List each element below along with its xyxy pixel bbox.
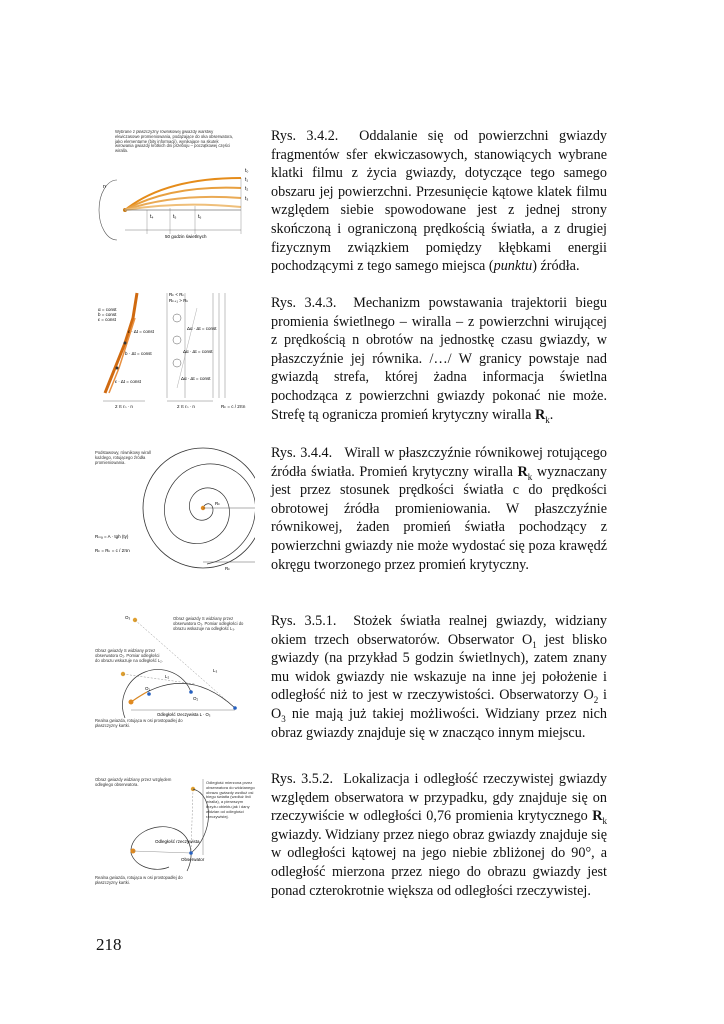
figure-3-4-3 bbox=[95, 288, 255, 410]
caption-label: Rys. 3.5.2. bbox=[271, 771, 334, 787]
caption-sub-3: 3 bbox=[281, 713, 286, 724]
epsilon-label: ε = const bbox=[98, 317, 116, 322]
l3-label: L₃ bbox=[213, 668, 218, 673]
caption-label: Rys. 3.5.1. bbox=[271, 613, 337, 629]
rk-rn-label: Rₖ < Rₙ bbox=[169, 292, 185, 297]
eps-dt-label-2: ε · Δt = const bbox=[115, 379, 141, 384]
t4-label: t₄ bbox=[150, 214, 154, 220]
caption-3-4-4 bbox=[271, 444, 607, 574]
caption-bold: R bbox=[534, 406, 546, 423]
wirall-mechanism-diagram bbox=[95, 288, 255, 410]
bottom-right-label: Rₖ = c / 2πn bbox=[221, 404, 246, 409]
star-localization-diagram bbox=[95, 775, 255, 897]
rk-outer-label: Rₖ bbox=[225, 566, 231, 571]
figure-3-4-4 bbox=[95, 446, 255, 578]
distance-label: 50 godzin świetlnych bbox=[165, 234, 207, 239]
note-top: Obraz gwiazdy S widziany przez obserwatora O₃. Pomiar odległości do obrazu wskazuje na odległość L₃. bbox=[173, 616, 244, 631]
figure-3-5-1 bbox=[95, 612, 255, 740]
caption-sub: k bbox=[602, 816, 607, 827]
eps-dt-label-1: ε · Δt = const bbox=[128, 329, 154, 334]
t0-label: t₀ bbox=[245, 168, 249, 174]
wirall-frames-diagram bbox=[95, 128, 255, 243]
bottom-mid-label: 2 π rₙ · n bbox=[177, 404, 195, 409]
l2-label: L₂ bbox=[165, 674, 170, 679]
caption-text: Mechanizm powstawania trajektorii biegu promienia świetlnego – wiralla – z powierzchni wirującej z prędkością n obrotów na jednostkę czasu gwiazdy, w płaszczyźnie jej równika. /…/ W granicy powstaje nad gwiazdą strefa, której żadna informacja świetlna pochodząca z powierzchni gwiazdy pokonać nie może. Strefę tą ogranicza promień krytyczny wiralla bbox=[271, 295, 608, 423]
caption-end: wyznaczany jest przez stosunek prędkości światła c do prędkości obrotowej źródła promieniowania. W płaszczyźnie równikowej, żaden promień światła pochodzący z powierzchni gwiazdy nie może wydostać się poza krawędź okręgu tworzonego przez promień krytyczny. bbox=[271, 463, 607, 573]
caption-3-5-1 bbox=[271, 612, 607, 742]
b-label: b = const bbox=[98, 312, 117, 317]
note-bottom: Realna gwiazda, rotująca w osi prostopadłej do płaszczyzny kartki. bbox=[95, 718, 183, 728]
note-right: Odległość mierzona przez obserwatora do widzianego obrazu gwiazdy wzdłuż osi biegu światła (wzdłuż linii wiralla), a pierwszym krzyżu obiektu jak i dany widzian od odległości rzeczywistej. bbox=[206, 781, 255, 819]
caption-text: Lokalizacja i odległość rzeczywistej gwiazdy względem obserwatora w przypadku, gdy znajduje się on rzeczywiście w odległości 0,76 promienia krytycznego bbox=[271, 771, 607, 825]
caption-3-5-2 bbox=[271, 770, 607, 900]
observer-label: Obserwator bbox=[181, 857, 205, 862]
light-cone-diagram bbox=[95, 612, 255, 740]
caption-text: Stożek światła realnej gwiazdy, widziany okiem trzech obserwatorów. Obserwator O bbox=[271, 613, 608, 648]
t3-label: t₃ bbox=[245, 196, 249, 202]
rma-formula: Rₘₐ = A · tgh (ty) bbox=[95, 534, 129, 539]
caption-3-4-3 bbox=[271, 294, 607, 424]
real-distance-label: Odległość rzeczywista bbox=[155, 839, 200, 844]
caption-text: Oddalanie się od powierzchni gwiazdy fragmentów sfer ekwiczasowych, stanowiących wybrane klatki filmu z życia gwiazdy, dotyczące tego samego obszaru jej powierzchni. Przesunięcie kątowe klatek filmu względem siebie spowodowane jest z jednej strony skończoną i ograniczoną prędkością światła, a z drugiej fizycznym związkiem pomiędzy kłębkami energii pochodzącymi z tego samego miejsca ( bbox=[271, 128, 608, 275]
caption-3-4-2 bbox=[271, 127, 607, 276]
diagram-note: Wybrane z płaszczyzny równikowej gwiazdy warstwy ekwiczasowe promieniowania, podążające do oka obserwatora, jako elementarne (bity informacji), wynikające na skutek wirowania gwiazdy krótkich dni przeboju – początkowej części wiralla. bbox=[115, 130, 234, 154]
caption-text-3: i O bbox=[271, 687, 607, 722]
dalpha-label-1: Δα · Δt = const bbox=[187, 326, 217, 331]
b-dt-label: b · Δt = const bbox=[125, 351, 152, 356]
figure-3-4-2 bbox=[95, 128, 255, 243]
caption-label: Rys. 3.4.4. bbox=[271, 445, 333, 461]
page-number: 218 bbox=[96, 935, 122, 954]
t1-label: t₁ bbox=[245, 177, 249, 183]
figure-3-5-2 bbox=[95, 775, 255, 897]
note-bottom: Realna gwiazda, rotująca w osi prostopadłej do płaszczyzny kartki. bbox=[95, 875, 183, 885]
caption-end: gwiazdy. Widziany przez niego obraz gwiazdy znajduje się w odległości kątowej na jego niebie zbliżonej do 90°, a odległość mierzona przez niego do obrazu gwiazdy jest ponad czterokrotnie większa od odległości rzeczywistej. bbox=[271, 826, 607, 899]
t6-label: t₆ bbox=[198, 214, 202, 220]
caption-text-2: jest blisko gwiazdy (na przykład 5 godzin świetlnych), zatem znany mu widok gwiazdy nie wskazuje na inne jej położenie i odległość niż to jest w rzeczywistości. Obserwatorzy O bbox=[271, 631, 607, 704]
real-distance-label: Odległość rzeczywista L · O₃ bbox=[157, 712, 211, 717]
rk1-label: Rₖ₊₁ > Rₖ bbox=[169, 298, 189, 303]
rk-inner-label: Rₖ bbox=[215, 501, 221, 506]
diagram-note: Podstawowy, równikowy wirall każdego, rotującego źródła promieniowania. bbox=[95, 450, 151, 465]
t5-label: t₅ bbox=[173, 214, 177, 220]
o1-label: O₁ bbox=[145, 686, 151, 691]
note-left: Obraz gwiazdy S widziany przez obserwatora O₂. Pomiar odległości do obrazu wskazuje na odległość L₂. bbox=[95, 648, 163, 663]
caption-italic: punktu bbox=[493, 258, 533, 275]
caption-text: Wirall w płaszczyźnie równikowej rotującego źródła światła. Promień krytyczny wiralla bbox=[271, 445, 608, 480]
rk-formula: Rₖ = Rₖ = c / 2πn bbox=[95, 548, 130, 553]
caption-sub-1: 1 bbox=[532, 639, 537, 650]
caption-bold: R bbox=[517, 463, 528, 480]
o3-label: O₃ bbox=[125, 615, 131, 620]
wirall-spiral-diagram bbox=[95, 446, 255, 578]
alpha-label: α = const bbox=[98, 307, 117, 312]
t2-label: t₂ bbox=[245, 186, 249, 192]
caption-sub-2: 2 bbox=[593, 695, 599, 706]
caption-sub: k bbox=[527, 471, 533, 482]
note-top: Obraz gwiazdy widziany przez względem odległego obserwatora. bbox=[95, 777, 172, 787]
caption-label: Rys. 3.4.2. bbox=[271, 128, 339, 144]
caption-label: Rys. 3.4.3. bbox=[271, 295, 337, 311]
caption-bold: R bbox=[592, 808, 603, 825]
caption-end: . bbox=[549, 406, 554, 423]
o2-label: O₂ bbox=[193, 696, 199, 701]
bottom-left-label: 2 π rₙ · n bbox=[115, 404, 133, 409]
dalpha-label-2: Δα · Δt = const bbox=[183, 349, 213, 354]
caption-end: nie mają już takiej możliwości. Widziany przez nich obraz gwiazdy znajduje się w znacząco innym miejscu. bbox=[271, 705, 607, 741]
caption-sub: k bbox=[545, 414, 550, 425]
caption-end: ) źródła. bbox=[532, 258, 580, 275]
n-label: n bbox=[103, 184, 106, 190]
dalpha-label-3: Δα · Δt = const bbox=[181, 376, 211, 381]
